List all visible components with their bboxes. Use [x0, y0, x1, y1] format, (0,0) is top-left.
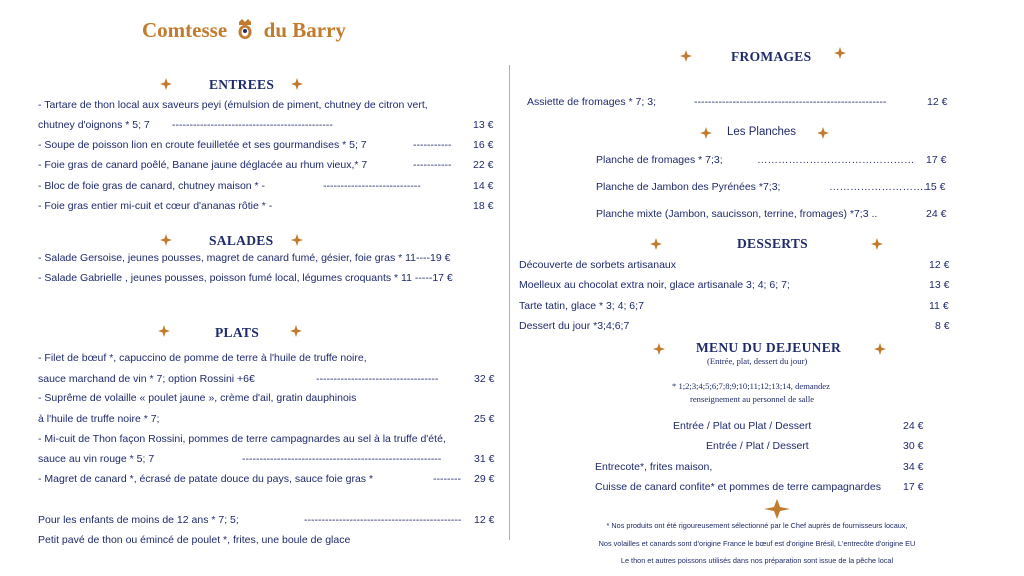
dotted-leader: ----------------------------------- [316, 373, 439, 385]
menu-item-description: Tarte tatin, glace * 3; 4; 6;7 [519, 300, 644, 312]
menu-item-description: Entrée / Plat ou Plat / Dessert [673, 420, 812, 432]
menu-item-price: 17 € [926, 154, 947, 166]
menu-item: - Salade Gersoise, jeunes pousses, magret de canard fumé, gésier, foie gras * 11----19 € [38, 252, 451, 264]
dotted-leader: -------- [433, 473, 461, 485]
footnote: * Nos produits ont été rigoureusement sélectionné par le Chef auprès de fournisseurs locaux, [606, 521, 908, 530]
fleur-ornament-icon [817, 127, 829, 139]
dotted-leader: --------------------------------------------- [304, 514, 462, 526]
menu-item-price: 25 € [474, 413, 495, 425]
menu-item-description: - Magret de canard *, écrasé de patate douce du pays, sauce foie gras * [38, 473, 374, 485]
menu-item-description: - Foie gras de canard poêlé, Banane jaune déglacée au rhum vieux,* 7 [38, 159, 368, 171]
kids-menu-label: Pour les enfants de moins de 12 ans * 7; 5; [38, 514, 239, 526]
menu-item-price: 30 € [903, 440, 924, 452]
menu-item-description: Planche de fromages * 7;3; [596, 154, 723, 166]
fleur-ornament-icon [650, 238, 662, 250]
dotted-leader: --------------------------------------------------------- [242, 453, 442, 465]
section-title-menu-dejeuner: MENU DU DEJEUNER [696, 340, 842, 355]
menu-item-description: Planche de Jambon des Pyrénées *7;3; [596, 181, 781, 193]
menu-item-price: 29 € [474, 473, 495, 485]
brand-logo [142, 18, 346, 43]
menu-item-price: 18 € [473, 200, 494, 212]
menu-item-description: Entrecote*, frites maison, [595, 461, 713, 473]
dotted-leader: ------------------------------------------------------- [694, 96, 887, 108]
menu-item-description: - Tartare de thon local aux saveurs peyi (émulsion de piment, chutney de citron vert, [38, 99, 428, 111]
menu-item-description: sauce au vin rouge * 5; 7 [38, 453, 155, 465]
kids-menu-description: Petit pavé de thon ou émincé de poulet *, frites, une boule de glace [38, 534, 351, 546]
menu-item-price: 11 € [929, 300, 949, 312]
section-title-plats: PLATS [215, 325, 260, 340]
section-title-fromages: FROMAGES [731, 49, 812, 64]
menu-item-description: Assiette de fromages * 7; 3; [527, 96, 656, 108]
menu-item-description: - Foie gras entier mi-cuit et cœur d'ananas rôtie * - [38, 200, 273, 212]
menu-item-price: 14 € [473, 180, 494, 192]
menu-item-description: - Soupe de poisson lion en croute feuilletée et ses gourmandises * 5; 7 [38, 139, 367, 151]
fleur-ornament-icon [653, 343, 665, 355]
menu-subtitle: (Entrée, plat, dessert du jour) [707, 356, 808, 366]
fleur-ornament-icon [834, 47, 846, 59]
menu-item-price: 8 € [935, 320, 950, 332]
menu-item-price: 12 € [929, 259, 950, 271]
menu-item-price: 12 € [474, 514, 495, 526]
dotted-leader: ……………………………………… [757, 154, 915, 166]
dotted-leader: ---------------------------- [323, 180, 421, 192]
menu-item-description: Moelleux au chocolat extra noir, glace artisanale 3; 4; 6; 7; [519, 279, 790, 291]
allergen-note: * 1;2;3;4;5;6;7;8;9;10;11;12;13;14, demandez [672, 381, 830, 391]
dotted-leader: ----------- [413, 139, 452, 151]
menu-item-price: 32 € [474, 373, 495, 385]
menu-item-price: 24 € [903, 420, 924, 432]
column-divider [509, 65, 510, 540]
crest-icon [236, 18, 254, 40]
footnote: Le thon et autres poissons utilisés dans nos préparation sont issue de la pêche local [620, 556, 894, 565]
menu-item-description: - Bloc de foie gras de canard, chutney maison * - [38, 180, 266, 192]
menu-item-price: 22 € [473, 159, 494, 171]
menu-item-price: 16 € [473, 139, 494, 151]
fleur-ornament-icon [680, 50, 692, 62]
section-title-salades: SALADES [209, 233, 274, 248]
menu-item-description: chutney d'oignons * 5; 7 [38, 119, 150, 131]
menu-item-description: Découverte de sorbets artisanaux [519, 259, 677, 271]
menu-item-description: Planche mixte (Jambon, saucisson, terrine, fromages) *7;3 .. [596, 208, 878, 220]
menu-item-price: 13 € [929, 279, 950, 291]
fleur-ornament-icon [291, 234, 303, 246]
menu-item-price: 24 € [926, 208, 947, 220]
fleur-ornament-icon [290, 325, 302, 337]
menu-item-description: à l'huile de truffe noire * 7; [38, 413, 160, 425]
dotted-leader: ………………………. [829, 181, 927, 193]
menu-item-price: 12 € [927, 96, 948, 108]
menu-item-description: Entrée / Plat / Dessert [706, 440, 809, 452]
menu-item-description: Dessert du jour *3;4;6;7 [519, 320, 630, 332]
fleur-ornament-icon [700, 127, 712, 139]
menu-item-description: Cuisse de canard confite* et pommes de terre campagnardes [595, 481, 881, 493]
subsection-title-planches: Les Planches [727, 126, 797, 138]
dotted-leader: ----------- [413, 159, 452, 171]
menu-item-price: 15 € [925, 181, 946, 193]
footnote: Nos volailles et canards sont d'origine France le bœuf est d'origine Brésil, L'entrecôte d'origine EU [598, 539, 916, 548]
menu-item-description: - Suprême de volaille « poulet jaune », crème d'ail, gratin dauphinois [38, 392, 357, 404]
menu-item-price: 13 € [473, 119, 494, 131]
fleur-ornament-icon [871, 238, 883, 250]
brand-name-right: du Barry [263, 18, 346, 42]
lily-ornament-icon [764, 499, 790, 519]
fleur-ornament-icon [158, 325, 170, 337]
section-title-desserts: DESSERTS [737, 236, 808, 251]
menu-item-description: sauce marchand de vin * 7; option Rossini +6€ [38, 373, 255, 385]
dotted-leader: ---------------------------------------------- [172, 119, 333, 131]
allergen-note: renseignement au personnel de salle [690, 394, 815, 404]
menu-item-price: 31 € [474, 453, 495, 465]
menu-item: - Salade Gabrielle , jeunes pousses, poisson fumé local, légumes croquants * 11 -----17 € [38, 272, 453, 284]
menu-item-price: 34 € [903, 461, 924, 473]
fleur-ornament-icon [160, 78, 172, 90]
brand-name-left: Comtesse [142, 18, 228, 42]
section-title-entrees: ENTREES [209, 77, 275, 92]
fleur-ornament-icon [291, 78, 303, 90]
menu-item-description: - Mi-cuit de Thon façon Rossini, pommes de terre campagnardes au sel à la truffe d'été, [38, 433, 446, 445]
menu-item-price: 17 € [903, 481, 924, 493]
menu-item-description: - Filet de bœuf *, capuccino de pomme de terre à l'huile de truffe noire, [38, 352, 367, 364]
fleur-ornament-icon [160, 234, 172, 246]
fleur-ornament-icon [874, 343, 886, 355]
